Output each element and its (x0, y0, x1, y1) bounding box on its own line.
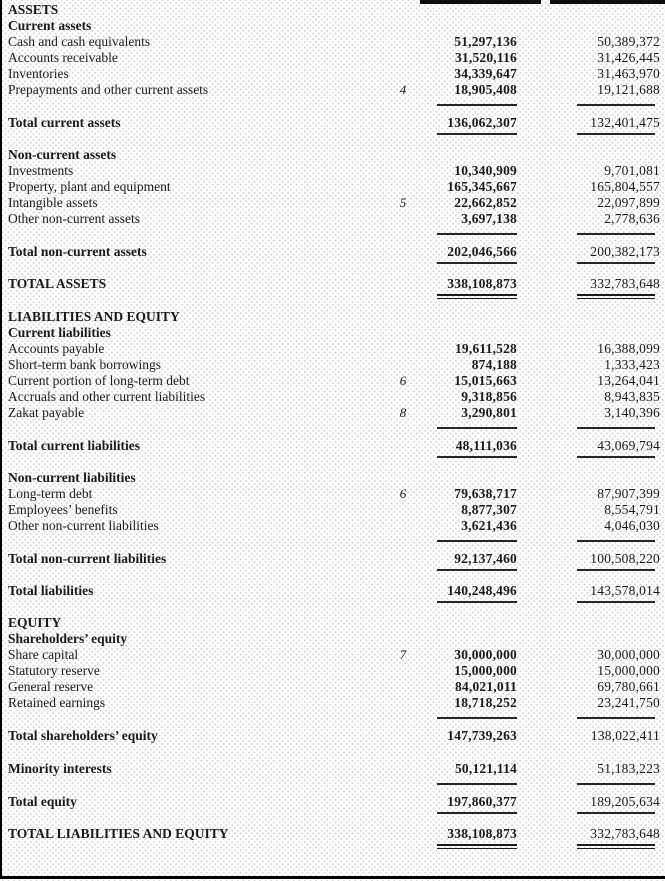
row-label: Total current liabilities (8, 438, 141, 453)
note-ref: 5 (399, 195, 407, 210)
rule-spacer (517, 456, 577, 458)
total-row (0, 115, 665, 131)
column-rule-row (0, 569, 665, 571)
prior-year-value: 43,069,794 (597, 438, 660, 453)
rule-spacer (517, 133, 577, 135)
row-label: Prepayments and other current assets (8, 82, 209, 97)
row-label: Employees’ benefits (8, 502, 118, 517)
column1-rule (437, 233, 517, 235)
column2-rule (577, 104, 655, 106)
current-year-value: 338,108,873 (447, 276, 517, 291)
section-header-row (0, 2, 665, 18)
prior-year-value: 9,701,081 (604, 163, 660, 178)
current-year-value: 197,860,377 (447, 794, 517, 809)
prior-year-value: 16,388,099 (597, 341, 660, 356)
table-row (0, 357, 665, 373)
table-row (0, 695, 665, 711)
rule-spacer (0, 427, 437, 429)
current-year-value: 140,248,496 (447, 583, 517, 598)
rule-spacer (0, 294, 437, 299)
total-row (0, 583, 665, 599)
total-row (0, 276, 665, 292)
column-rule-row (0, 262, 665, 264)
row-label: Non-current assets (8, 147, 117, 162)
row-label: General reserve (8, 679, 94, 694)
current-year-value: 48,111,036 (455, 438, 517, 453)
table-row (0, 195, 665, 211)
row-label: TOTAL LIABILITIES AND EQUITY (8, 826, 229, 841)
row-label: Cash and cash equivalents (8, 34, 151, 49)
section-header-row (0, 309, 665, 325)
table-row (0, 341, 665, 357)
total-row (0, 551, 665, 567)
rule-spacer (517, 569, 577, 571)
row-label: Investments (8, 163, 74, 178)
rule-spacer (517, 262, 577, 264)
row-label: Short-term bank borrowings (8, 357, 161, 372)
current-year-value: 22,662,852 (454, 195, 517, 210)
column-rule-row (0, 812, 665, 814)
current-year-value: 3,290,801 (461, 405, 517, 420)
rule-spacer (517, 427, 577, 429)
prior-year-value: 69,780,661 (597, 679, 660, 694)
column1-rule (437, 812, 517, 814)
row-label: Current liabilities (8, 325, 111, 340)
row-label: Total non-current assets (8, 244, 147, 259)
column-rule-row (0, 601, 665, 603)
current-year-value: 50,121,114 (454, 761, 517, 776)
row-label: Zakat payable (8, 405, 85, 420)
row-label: Accounts receivable (8, 50, 118, 65)
current-year-value: 3,697,138 (461, 211, 517, 226)
prior-year-value: 51,183,223 (597, 761, 660, 776)
column1-rule (437, 294, 517, 299)
prior-year-value: 132,401,475 (590, 115, 660, 130)
prior-year-value: 19,121,688 (597, 82, 660, 97)
current-year-value: 338,108,873 (447, 826, 517, 841)
prior-year-value: 1,333,423 (604, 357, 660, 372)
total-row (0, 826, 665, 842)
rule-spacer (517, 717, 577, 719)
section-header-row (0, 631, 665, 647)
note-ref: 6 (399, 486, 407, 501)
rule-spacer (517, 601, 577, 603)
current-year-value: 51,297,136 (454, 34, 517, 49)
column1-rule (437, 262, 517, 264)
rule-spacer (0, 783, 437, 785)
table-row (0, 163, 665, 179)
rule-spacer (0, 601, 437, 603)
row-label: Property, plant and equipment (8, 179, 171, 194)
rule-spacer (0, 569, 437, 571)
table-row (0, 405, 665, 421)
prior-year-value: 143,578,014 (590, 583, 660, 598)
current-year-value: 8,877,307 (461, 502, 517, 517)
current-year-value: 79,638,717 (454, 486, 517, 501)
row-label: Inventories (8, 66, 69, 81)
prior-year-value: 8,943,835 (604, 389, 660, 404)
table-row (0, 502, 665, 518)
column1-rule (437, 104, 517, 106)
current-year-value: 10,340,909 (454, 163, 517, 178)
current-year-value: 30,000,000 (454, 647, 517, 662)
current-year-value: 15,000,000 (454, 663, 517, 678)
rule-spacer (0, 133, 437, 135)
prior-year-value: 2,778,636 (604, 211, 660, 226)
rule-spacer (0, 104, 437, 106)
double-rule-row (0, 294, 665, 299)
current-year-value: 147,739,263 (447, 728, 517, 743)
table-row (0, 34, 665, 50)
row-label: EQUITY (8, 615, 62, 630)
column2-rule (577, 783, 655, 785)
column1-rule (437, 427, 517, 429)
row-label: Total current assets (8, 115, 121, 130)
column1-rule (437, 783, 517, 785)
rule-spacer (0, 812, 437, 814)
rule-spacer (517, 540, 577, 542)
table-row (0, 50, 665, 66)
total-row (0, 244, 665, 260)
row-label: Share capital (8, 647, 79, 662)
prior-year-value: 165,804,557 (590, 179, 660, 194)
table-row (0, 389, 665, 405)
total-row (0, 794, 665, 810)
row-label: Minority interests (8, 761, 112, 776)
prior-year-value: 4,046,030 (604, 518, 660, 533)
row-label: Retained earnings (8, 695, 106, 710)
column-rule-row (0, 540, 665, 542)
page-bottom-border (0, 876, 665, 879)
column2-rule (577, 456, 655, 458)
current-year-value: 19,611,528 (454, 341, 517, 356)
row-label: Current assets (8, 18, 92, 33)
column1-rule (437, 569, 517, 571)
column2-rule (577, 133, 655, 135)
prior-year-value: 200,382,173 (590, 244, 660, 259)
total-row (0, 728, 665, 744)
prior-year-value: 31,463,970 (597, 66, 660, 81)
row-label: Intangible assets (8, 195, 98, 210)
prior-year-value: 138,022,411 (590, 728, 660, 743)
column-rule-row (0, 717, 665, 719)
table-row (0, 82, 665, 98)
current-year-value: 15,015,663 (454, 373, 517, 388)
rule-spacer (517, 812, 577, 814)
prior-year-value: 30,000,000 (597, 647, 660, 662)
total-row (0, 438, 665, 454)
rule-spacer (517, 104, 577, 106)
row-label: Total shareholders’ equity (8, 728, 158, 743)
column-rule-row (0, 104, 665, 106)
column2-rule (577, 427, 655, 429)
row-label: Accruals and other current liabilities (8, 389, 206, 404)
total-row (0, 761, 665, 777)
column2-rule (577, 844, 655, 849)
prior-year-value: 8,554,791 (604, 502, 660, 517)
current-year-value: 136,062,307 (447, 115, 517, 130)
column2-rule (577, 540, 655, 542)
prior-year-value: 22,097,899 (597, 195, 660, 210)
column2-rule (577, 717, 655, 719)
note-ref: 7 (399, 647, 407, 662)
column2-rule (577, 569, 655, 571)
note-ref: 6 (399, 373, 407, 388)
column-rule-row (0, 233, 665, 235)
row-label: Current portion of long-term debt (8, 373, 190, 388)
table-row (0, 179, 665, 195)
column2-rule (577, 294, 655, 299)
row-label: ASSETS (8, 2, 59, 17)
rule-spacer (0, 844, 437, 849)
table-row (0, 663, 665, 679)
rule-spacer (0, 233, 437, 235)
table-row (0, 486, 665, 502)
row-label: TOTAL ASSETS (8, 276, 107, 291)
prior-year-value: 31,426,445 (597, 50, 660, 65)
prior-year-value: 50,389,372 (597, 34, 660, 49)
prior-year-value: 100,508,220 (590, 551, 660, 566)
rule-spacer (0, 456, 437, 458)
row-label: Other non-current liabilities (8, 518, 159, 533)
table-body (0, 2, 665, 859)
current-year-value: 84,021,011 (454, 679, 517, 694)
table-row (0, 373, 665, 389)
section-header-row (0, 147, 665, 163)
column1-rule (437, 601, 517, 603)
column2-rule (577, 233, 655, 235)
row-label: LIABILITIES AND EQUITY (8, 309, 180, 324)
prior-year-value: 13,264,041 (597, 373, 660, 388)
section-header-row (0, 470, 665, 486)
prior-year-value: 332,783,648 (590, 826, 660, 841)
table-row (0, 518, 665, 534)
table-row (0, 211, 665, 227)
current-year-value: 34,339,647 (454, 66, 517, 81)
section-header-row (0, 325, 665, 341)
column1-rule (437, 844, 517, 849)
row-label: Other non-current assets (8, 211, 140, 226)
row-label: Long-term debt (8, 486, 93, 501)
current-year-value: 18,718,252 (454, 695, 517, 710)
column-rule-row (0, 133, 665, 135)
double-rule-row (0, 844, 665, 849)
prior-year-value: 189,205,634 (590, 794, 660, 809)
prior-year-value: 15,000,000 (597, 663, 660, 678)
current-year-value: 3,621,436 (461, 518, 517, 533)
current-year-value: 18,905,408 (454, 82, 517, 97)
table-row (0, 679, 665, 695)
column2-rule (577, 262, 655, 264)
rule-spacer (0, 717, 437, 719)
row-label: Shareholders’ equity (8, 631, 128, 646)
section-header-row (0, 18, 665, 34)
rule-spacer (0, 540, 437, 542)
column2-rule (577, 812, 655, 814)
section-header-row (0, 615, 665, 631)
row-label: Accounts payable (8, 341, 105, 356)
note-ref: 8 (399, 405, 407, 420)
prior-year-value: 3,140,396 (604, 405, 660, 420)
rule-spacer (517, 844, 577, 849)
current-year-value: 202,046,566 (447, 244, 517, 259)
rule-spacer (517, 294, 577, 299)
row-label: Total equity (8, 794, 77, 809)
note-ref: 4 (399, 82, 407, 97)
column1-rule (437, 133, 517, 135)
current-year-value: 9,318,856 (461, 389, 517, 404)
column-rule-row (0, 456, 665, 458)
rule-spacer (517, 783, 577, 785)
rule-spacer (0, 262, 437, 264)
column1-rule (437, 540, 517, 542)
current-year-value: 31,520,116 (454, 50, 517, 65)
prior-year-value: 87,907,399 (597, 486, 660, 501)
current-year-value: 92,137,460 (454, 551, 517, 566)
current-year-value: 165,345,667 (447, 179, 517, 194)
prior-year-value: 23,241,750 (597, 695, 660, 710)
rule-spacer (517, 233, 577, 235)
column1-rule (437, 717, 517, 719)
table-row (0, 66, 665, 82)
current-year-value: 874,188 (471, 357, 517, 372)
row-label: Total non-current liabilities (8, 551, 167, 566)
column1-rule (437, 456, 517, 458)
table-row (0, 647, 665, 663)
column2-rule (577, 601, 655, 603)
column-rule-row (0, 783, 665, 785)
column-rule-row (0, 427, 665, 429)
row-label: Statutory reserve (8, 663, 100, 678)
row-label: Non-current liabilities (8, 470, 136, 485)
row-label: Total liabilities (8, 583, 94, 598)
prior-year-value: 332,783,648 (590, 276, 660, 291)
